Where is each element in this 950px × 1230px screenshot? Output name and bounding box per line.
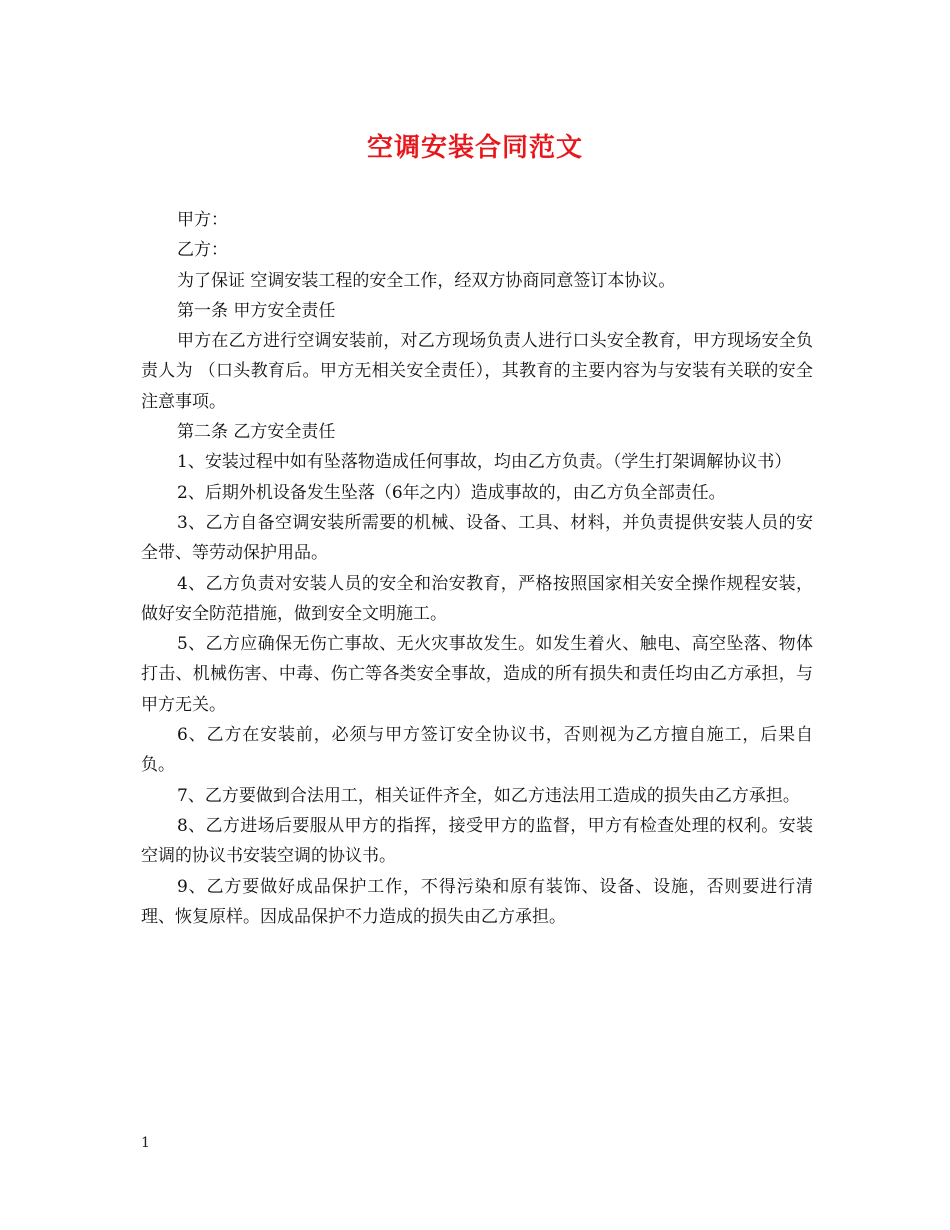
clause-7-paragraph: 7、乙方要做到合法用工，相关证件齐全，如乙方违法用工造成的损失由乙方承担。 [177,785,800,806]
document-title: 空调安装合同范文 [366,133,583,163]
clause-4-paragraph: 4、乙方负责对安装人员的安全和治安教育，严格按照国家相关安全操作规程安装，做好安全防范措施，做到安全文明施工。 [141,573,813,624]
agreement-purpose-paragraph: 为了保证 空调安装工程的安全工作，经双方协商同意签订本协议。 [177,270,676,291]
clause-5-paragraph: 5、乙方应确保无伤亡事故、无火灾事故发生。如发生着火、触电、高空坠落、物体打击、机械伤害、中毒、伤亡等各类安全事故，造成的所有损失和责任均由乙方承担，与甲方无关。 [141,634,813,715]
party-b-line: 乙方： [177,240,228,261]
party-a-line: 甲方： [177,210,228,230]
clause-3-paragraph: 3、乙方自备空调安装所需要的机械、设备、工具、材料，并负责提供安装人员的安全带、等劳动保护用品。 [141,512,813,564]
clause-1-paragraph: 1、安装过程中如有坠落物造成任何事故，均由乙方负责。（学生打架调解协议书） [177,452,792,473]
clause-8-paragraph: 8、乙方进场后要服从甲方的指挥，接受甲方的监督，甲方有检查处理的权利。安装空调的协议书安装空调的协议书。 [141,815,813,867]
document-body [141,205,813,932]
page-number: 1 [141,1135,150,1151]
article-1-paragraph: 甲方在乙方进行空调安装前，对乙方现场负责人进行口头安全教育，甲方现场安全负责人为 （口头教育后。甲方无相关安全责任），其教育的主要内容为与安装有关联的安全注意事项。 [141,331,813,412]
clause-9-paragraph: 9、乙方要做好成品保护工作，不得污染和原有装饰、设备、设施，否则要进行清理、恢复原样。因成品保护不力造成的损失由乙方承担。 [141,876,813,927]
clause-6-paragraph: 6、乙方在安装前，必须与甲方签订安全协议书，否则视为乙方擅自施工，后果自负。 [141,725,813,776]
article-2-heading: 第二条 乙方安全责任 [177,422,336,443]
clause-2-paragraph: 2、后期外机设备发生坠落（6年之内）造成事故的，由乙方负全部责任。 [177,482,726,503]
article-1-heading: 第一条 甲方安全责任 [177,300,336,321]
